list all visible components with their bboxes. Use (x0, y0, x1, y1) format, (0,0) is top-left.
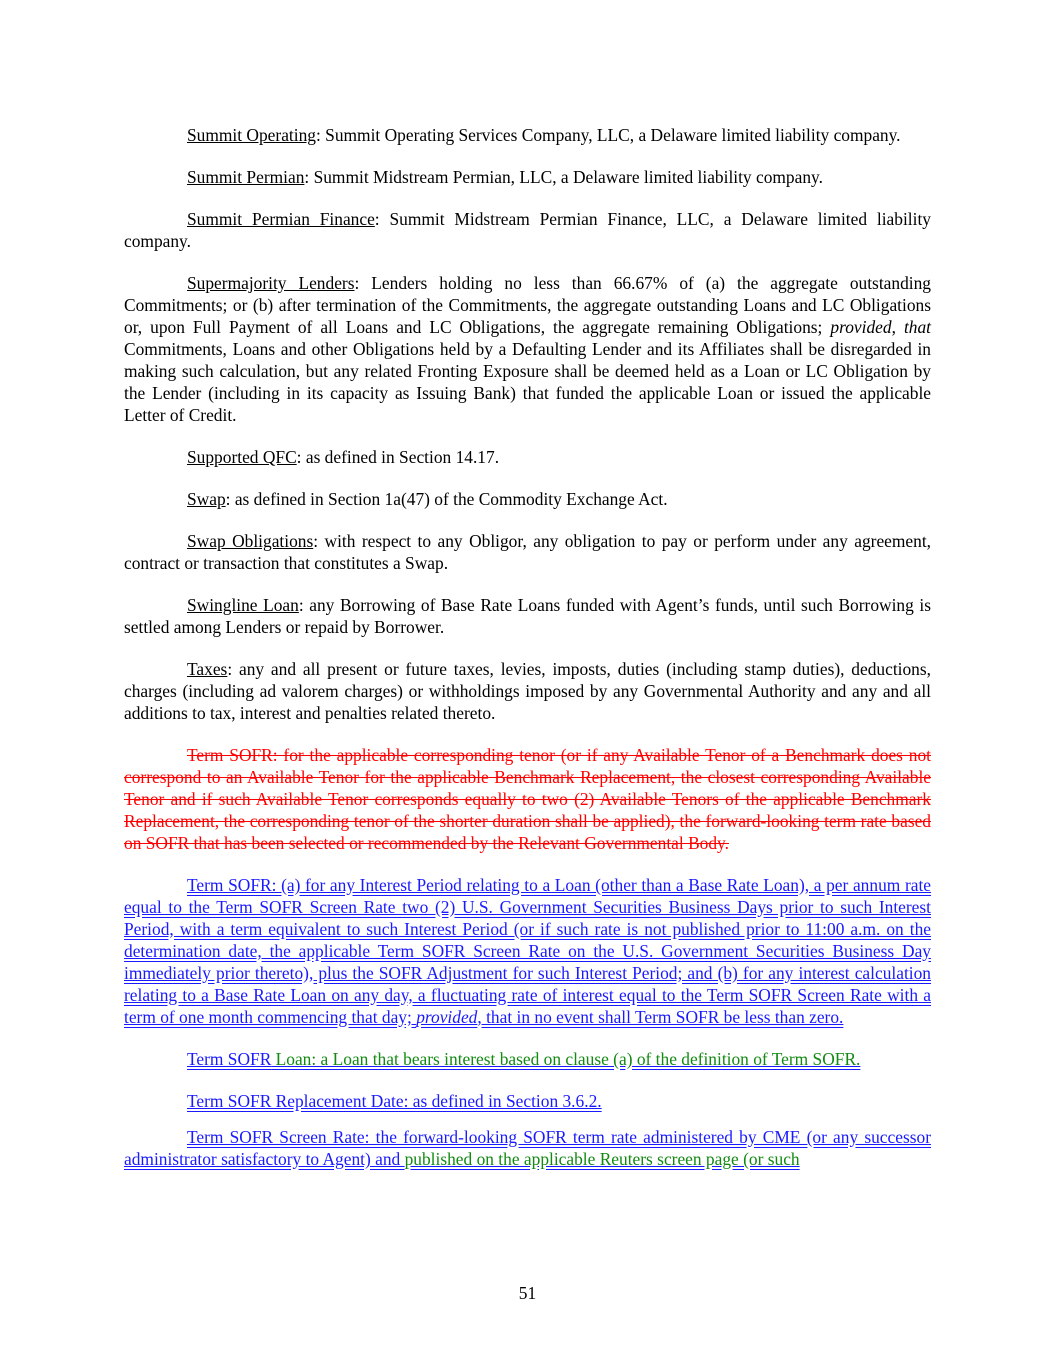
definition-italic: provided (830, 317, 892, 337)
definition-text: : Summit Operating Services Company, LLC, a Delaware limited liability company. (315, 125, 901, 145)
definition-supported-qfc (124, 446, 931, 468)
definition-summit-permian (124, 166, 931, 188)
inserted-definition-term-sofr (124, 874, 931, 1028)
definition-text: : with respect to any Obligor, any obligation to pay or perform under any agreement, contract or transaction that constitutes a Swap. (124, 531, 931, 573)
definition-taxes (124, 658, 931, 724)
definition-text: , (891, 317, 904, 337)
defined-term: Swingline Loan (187, 595, 299, 615)
inserted-text: Term SOFR Screen Rate: the forward-looking SOFR term rate administered by CME (or any successor administrator satisfactory to Agent) and (124, 1127, 931, 1169)
definition-text: : any Borrowing of Base Rate Loans funded with Agent’s funds, until such Borrowing is settled among Lenders or repaid by Borrower. (124, 595, 931, 637)
inserted-text: Term SOFR Replacement Date: as defined in Section 3.6.2. (187, 1091, 602, 1111)
inserted-italic: provided (416, 1007, 478, 1027)
inserted-definition-term-sofr-loan (124, 1048, 931, 1070)
inserted-text: Term SOFR: (a) for any Interest Period relating to a Loan (other than a Base Rate Loan), a per annum rate equal to the Term SOFR Screen Rate two (2) U.S. Government Securities Business Days prior to such Interest Period, with a term equivalent to such Interest Period (or if such rate is not published prior to 11:00 a.m. on the determination date, the applicable Term SOFR Screen Rate on the U.S. Government Securities Business Day immediately prior thereto), plus the SOFR Adjustment for such Interest Period; and (b) for any interest calculation relating to a Base Rate Loan on any day, a fluctuating rate of interest equal to the Term SOFR Screen Rate with a term of one month commencing that day; (124, 875, 931, 1027)
inserted-text: , that in no event shall Term SOFR be less than zero. (477, 1007, 844, 1027)
definition-swap-obligations (124, 530, 931, 574)
definition-text: : for the applicable corresponding tenor (or if any Available Tenor of a Benchmark does not correspond to an Available Tenor for the applicable Benchmark Replacement, the closest corresponding Available Tenor and if such Available Tenor corresponds equally to two (2) Available Tenors of the applicable Benchmark Replacement, the corresponding tenor of the shorter duration shall be applied), the forward-looking term rate based on SOFR that has been selected or recommended by the Relevant Governmental Body. (124, 745, 931, 853)
defined-term: Summit Permian (187, 167, 305, 187)
defined-term: Taxes (187, 659, 228, 679)
definition-italic: that (903, 317, 931, 337)
moved-text: Loan: a Loan that bears interest based on clause (a) of the definition of Term SOFR. (271, 1049, 861, 1069)
defined-term: Swap Obligations (187, 531, 314, 551)
document-page (124, 124, 931, 1190)
definition-text: : as defined in Section 1a(47) of the Commodity Exchange Act. (225, 489, 668, 509)
definition-text: : any and all present or future taxes, levies, imposts, duties (including stamp duties), deductions, charges (including ad valorem charges) or withholdings imposed by any Governmental Authority and any and all additions to tax, interest and penalties related thereto. (124, 659, 931, 723)
definition-supermajority-lenders (124, 272, 931, 426)
page-number: 51 (518, 1283, 537, 1303)
defined-term: Summit Operating (187, 125, 316, 145)
defined-term: Term SOFR (187, 745, 273, 765)
inserted-definition-term-sofr-replacement-date (124, 1090, 931, 1112)
definition-text: : Summit Midstream Permian Finance, LLC, a Delaware limited liability company. (124, 209, 931, 251)
deleted-definition-term-sofr (124, 744, 931, 854)
defined-term: Summit Permian Finance (187, 209, 375, 229)
definition-summit-operating (124, 124, 931, 146)
defined-term: Supermajority Lenders (187, 273, 355, 293)
defined-term: Swap (187, 489, 226, 509)
inserted-definition-term-sofr-screen-rate (124, 1126, 931, 1170)
inserted-text: Term SOFR (187, 1049, 272, 1069)
definition-text: Commitments, Loans and other Obligations held by a Defaulting Lender and its Affiliates shall be disregarded in making such calculation, but any related Fronting Exposure shall be deemed held as a Loan or LC Obligation by the Lender (including in its capacity as Issuing Bank) that funded the applicable Loan or issued the applicable Letter of Credit. (124, 339, 931, 425)
definition-swap (124, 488, 931, 510)
definition-summit-permian-finance (124, 208, 931, 252)
moved-text: published on the applicable Reuters screen page (or such (404, 1149, 800, 1169)
definition-swingline-loan (124, 594, 931, 638)
definition-text: : Lenders holding no less than 66.67% of (a) the aggregate outstanding Commitments; or (b) after termination of the Commitments, the aggregate outstanding Loans and LC Obligations or, upon Full Payment of all Loans and LC Obligations, the aggregate remaining Obligations; (124, 273, 931, 337)
defined-term: Supported QFC (187, 447, 297, 467)
definition-text: : Summit Midstream Permian, LLC, a Delaware limited liability company. (304, 167, 823, 187)
definition-text: : as defined in Section 14.17. (296, 447, 500, 467)
